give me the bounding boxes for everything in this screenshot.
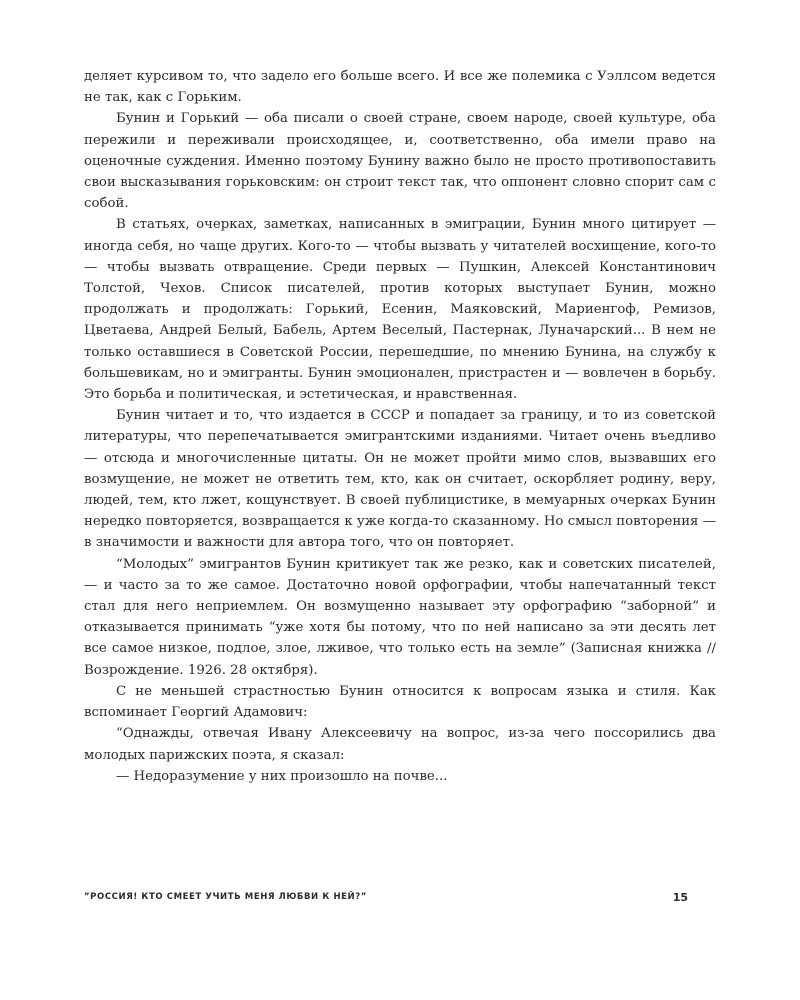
body-text xyxy=(84,66,716,787)
paragraph: Бунин и Горький — оба писали о своей стране, своем народе, своей культуре, оба пережили и переживали происходящее, и, соответственно, оба имели право на оценочные суждения. Именно поэтому Бунину важно было не просто противопоставить свои высказывания горьковским: он строит текст так, что оппонент словно спорит сам с собой. xyxy=(84,111,716,212)
paragraph: “Молодых” эмигрантов Бунин критикует так же резко, как и советских писателей, — и часто за то же самое. Достаточно новой орфографии, чтобы напечатанный текст стал для него неприемлем. Он возмущенно называет эту орфографию “заборной” и отказывается принимать “уже хотя бы потому, что по ней написано за эти десять лет все самое низкое, подлое, злое, лживое, что только есть на земле” (Записная книжка // Возрождение. 1926. 28 октября). xyxy=(84,556,716,678)
quote-paragraph: — Недоразумение у них произошло на почве... xyxy=(116,768,448,784)
running-head: ”РОССИЯ! КТО СМЕЕТ УЧИТЬ МЕНЯ ЛЮБВИ К НЕЙ?” xyxy=(84,892,367,902)
paragraph: С не меньшей страстностью Бунин относится к вопросам языка и стиля. Как вспоминает Георгий Адамович: xyxy=(84,683,716,721)
quote-paragraph: “Однажды, отвечая Ивану Алексеевичу на вопрос, из-за чего поссорились два молодых парижских поэта, я сказал: xyxy=(84,726,716,763)
page-number: 15 xyxy=(672,891,688,904)
paragraph: деляет курсивом то, что задело его больше всего. И все же полемика с Уэллсом ведется не так, как с Горьким. xyxy=(84,69,716,106)
paragraph: Бунин читает и то, что издается в СССР и попадает за границу, и то из советской литературы, что перепечатывается эмигрантскими изданиями. Читает очень въедливо — отсюда и многочисленные цитаты. Он не может пройти мимо слов, вызвавших его возмущение, не может не ответить тем, кто, как он считает, оскорбляет родину, веру, людей, тем, кто лжет, кощунствует. В своей публицистике, в мемуарных очерках Бунин нередко повторяется, возвращается к уже когда-то сказанному. Но смысл повторения — в значимости и важности для автора того, что он повторяет. xyxy=(84,408,716,551)
paragraph: В статьях, очерках, заметках, написанных в эмиграции, Бунин много цитирует — иногда себя, но чаще других. Кого-то — чтобы вызвать у читателей восхищение, кого-то — чтобы вызвать отвращение. Среди первых — Пушкин, Алексей Константинович Толстой, Чехов. Список писателей, против которых выступает Бунин, можно продолжать и продолжать: Горький, Есенин, Маяковский, Мариенгоф, Ремизов, Цветаева, Андрей Белый, Бабель, Артем Веселый, Пастернак, Луначарский... В нем не только оставшиеся в Советской России, перешедшие, по мнению Бунина, на службу к большевикам, но и эмигранты. Бунин эмоционален, пристрастен и — вовлечен в борьбу. Это борьба и политическая, и эстетическая, и нравственная. xyxy=(84,217,716,403)
